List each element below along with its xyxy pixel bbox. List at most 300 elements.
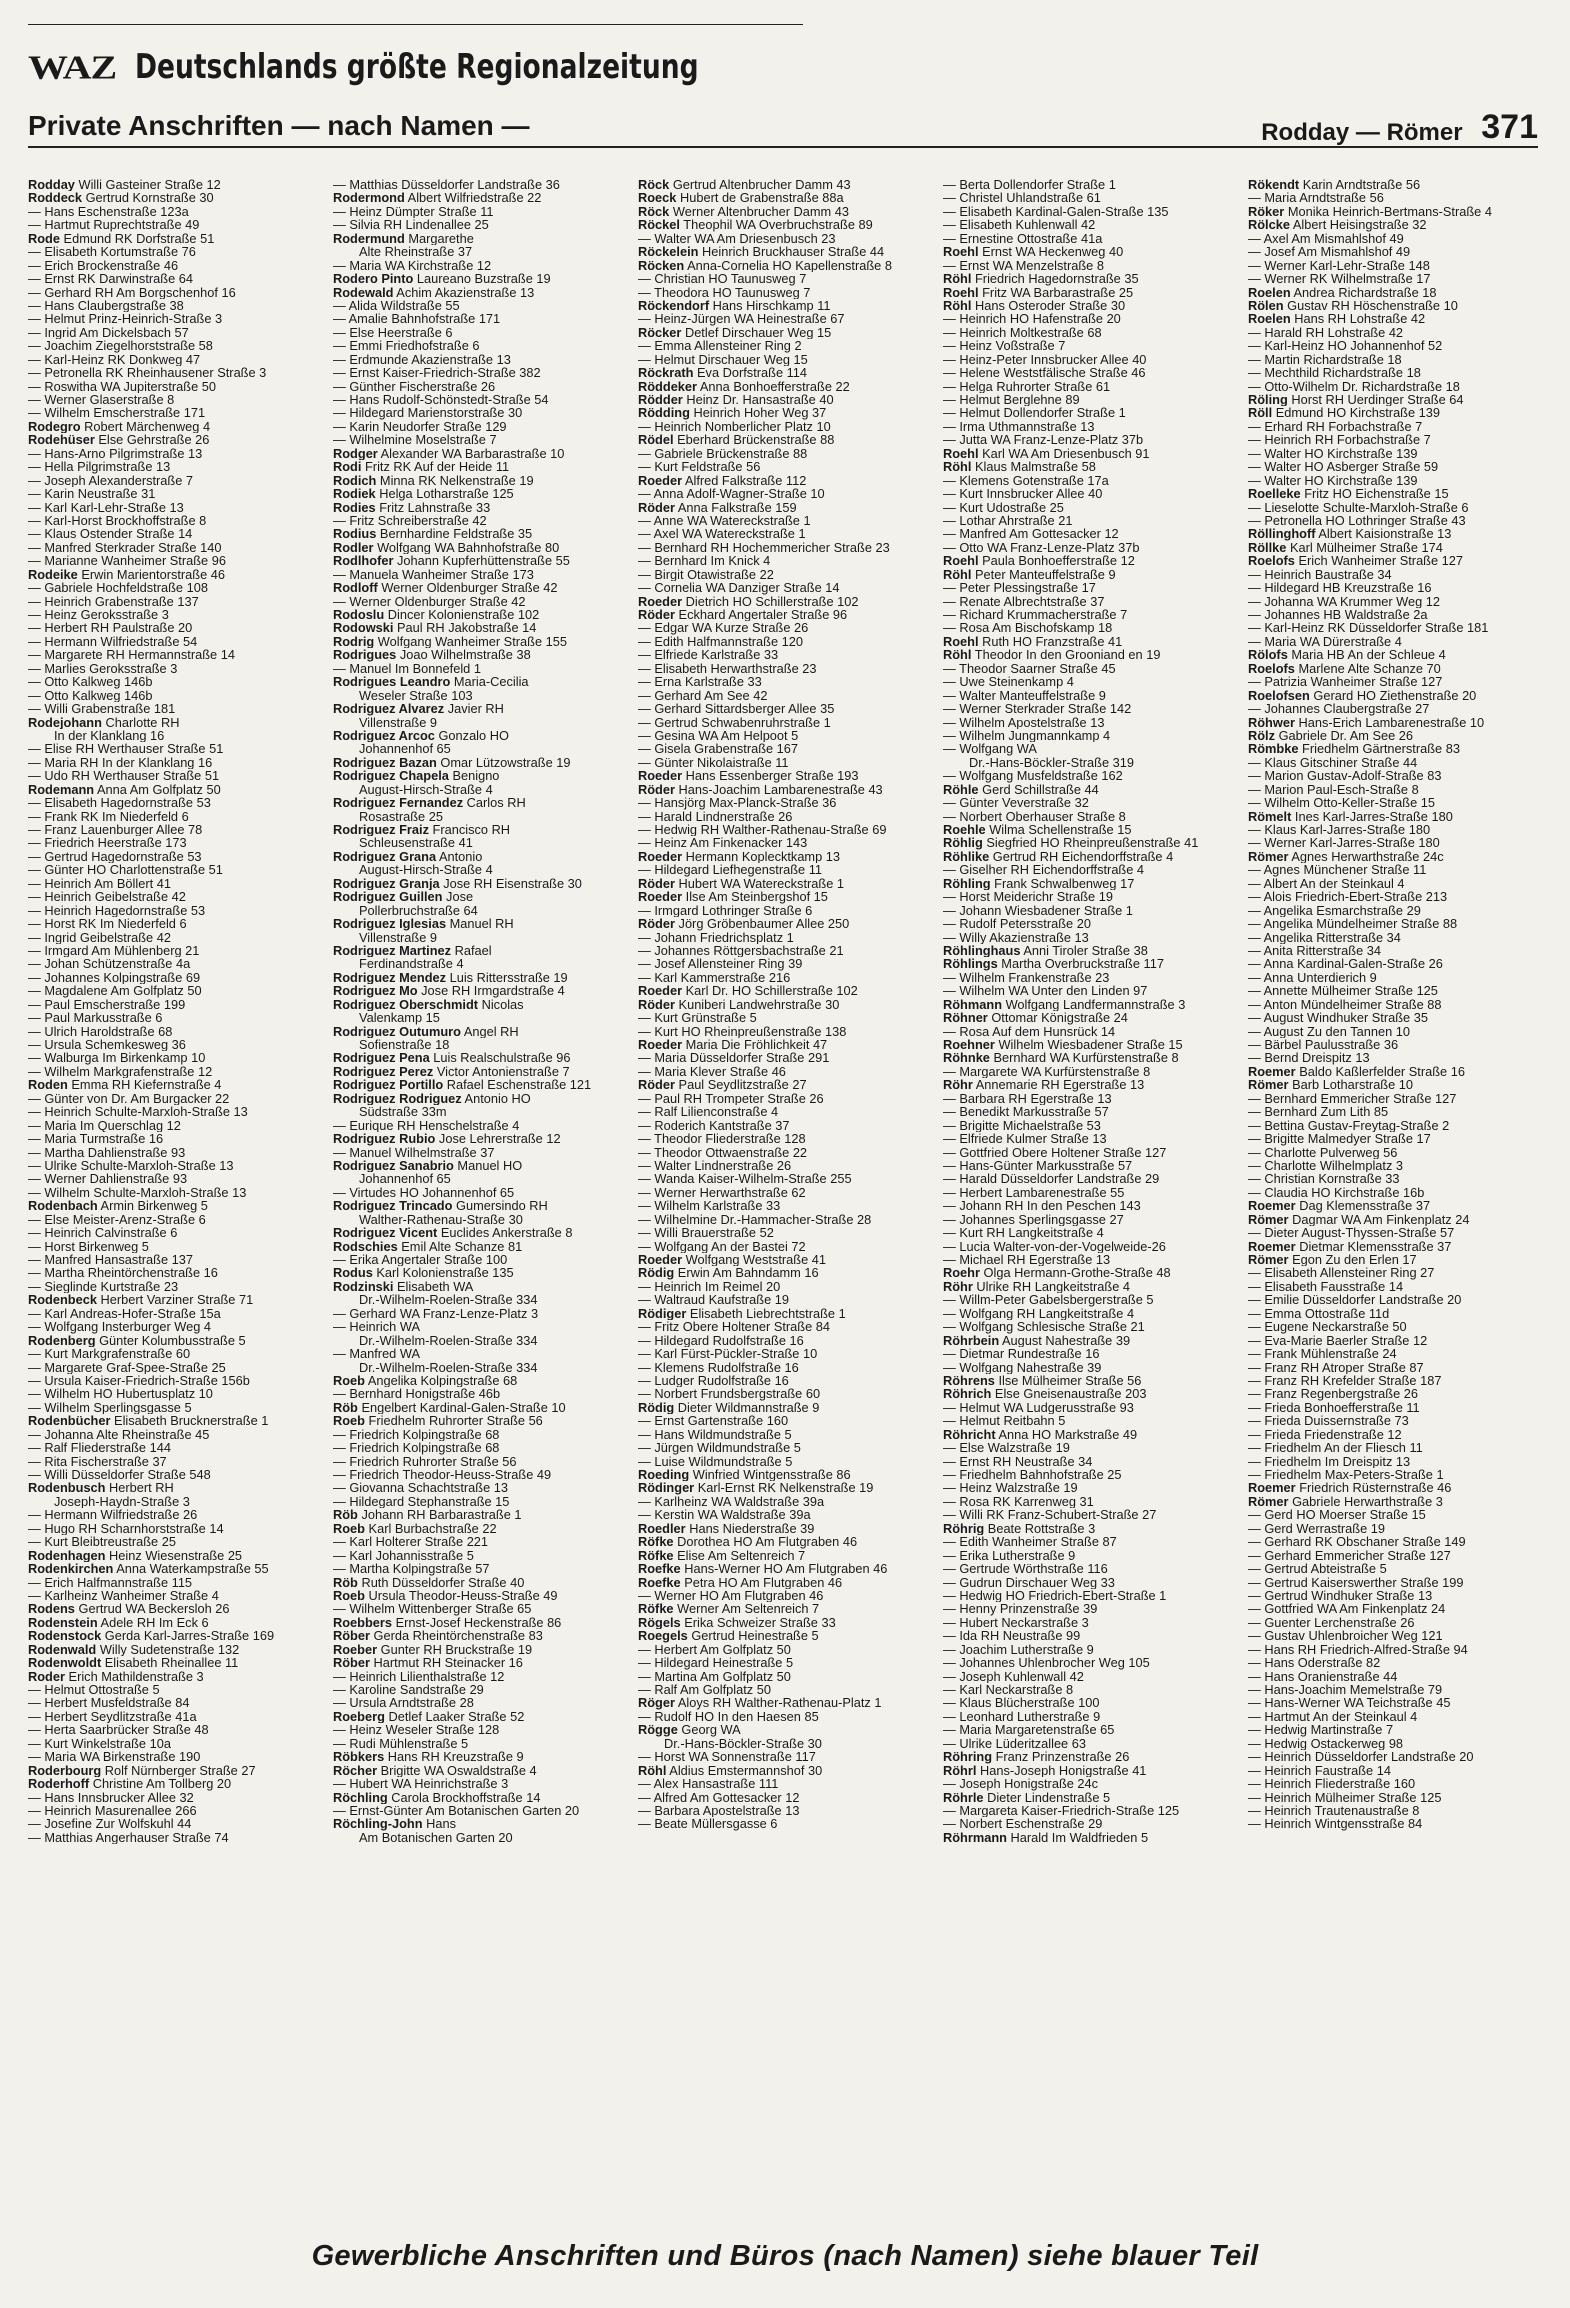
entry-details: — Otto WA Franz-Lenze-Platz 37b	[943, 540, 1140, 555]
entry-details: — Herta Saarbrücker Straße 48	[28, 1723, 209, 1737]
directory-entry	[638, 1777, 934, 1790]
directory-entry	[1248, 984, 1540, 997]
entry-details: — Uwe Steinenkamp 4	[943, 675, 1074, 689]
entry-details: — Anna Unterdierich 9	[1248, 970, 1377, 985]
directory-entry	[638, 1051, 934, 1064]
entry-details: — Willy Akazienstraße 13	[943, 930, 1089, 944]
entry-details: — Frank Mühlenstraße 24	[1248, 1347, 1397, 1361]
directory-entry	[28, 1629, 324, 1642]
entry-details: — Guenter Lerchenstraße 26	[1248, 1615, 1415, 1630]
directory-entry	[943, 1535, 1239, 1548]
directory-entry	[333, 1791, 629, 1804]
directory-entry	[638, 648, 934, 661]
entry-surname: Roeb	[333, 1414, 365, 1428]
entry-details: — Heinrich Wintgensstraße 84	[1248, 1817, 1423, 1831]
entry-details: Detlef Laaker Straße 52	[384, 1709, 525, 1724]
entry-details: — Irmgard Am Mühlenberg 21	[28, 943, 200, 958]
entry-details: — Wilhelm Jungmannkamp 4	[943, 728, 1111, 743]
directory-entry	[333, 568, 629, 581]
directory-entry	[943, 1468, 1239, 1481]
directory-entry	[333, 1683, 629, 1696]
directory-entry	[943, 836, 1239, 849]
directory-entry	[333, 218, 629, 231]
directory-entry	[1248, 1253, 1540, 1266]
directory-entry	[638, 1320, 934, 1333]
entry-details: Gerda Rheintörchenstraße 83	[369, 1629, 543, 1643]
directory-entry	[28, 1172, 324, 1185]
entry-surname: Roder	[28, 1669, 65, 1683]
entry-details: — Wanda Kaiser-Wilhelm-Straße 255	[638, 1172, 852, 1186]
entry-details: Frank Schwalbenweg 17	[990, 876, 1135, 891]
entry-details: — Margarete WA Kurfürstenstraße 8	[943, 1064, 1151, 1079]
entry-details: — Karoline Sandstraße 29	[333, 1683, 484, 1697]
entry-details: — Friedrich Kolpingstraße 68	[333, 1441, 500, 1455]
directory-entry	[333, 178, 629, 191]
entry-surname: Röck	[638, 178, 670, 192]
entry-details: — Irma Uthmannstraße 13	[943, 419, 1095, 434]
directory-entry	[638, 971, 934, 984]
directory-entry	[1248, 1616, 1540, 1629]
entry-details: — Gesina WA Am Helpoot 5	[638, 728, 799, 743]
directory-entry	[333, 1065, 629, 1078]
directory-entry	[1248, 339, 1540, 352]
directory-entry	[333, 984, 629, 997]
directory-entry	[28, 541, 324, 554]
directory-entry	[333, 648, 629, 661]
entry-details: — Johannes Röttgersbachstraße 21	[638, 943, 844, 958]
entry-details: — Anne WA Watereckstraße 1	[638, 513, 811, 528]
entry-details: — Alois Friedrich-Ebert-Straße 213	[1248, 890, 1448, 904]
directory-entry	[638, 420, 934, 433]
entry-surname: Rodenwoldt	[28, 1656, 102, 1670]
directory-entry	[28, 608, 324, 621]
footer-note: Gewerbliche Anschriften und Büros (nach Namen) siehe blauer Teil	[311, 2240, 1259, 2272]
directory-entry	[943, 1414, 1239, 1427]
entry-surname: Rögge	[638, 1723, 678, 1737]
entry-details: Gonzalo HO	[434, 728, 509, 743]
directory-entry	[1248, 1643, 1540, 1656]
entry-details: Ernst-Josef Heckenstraße 86	[392, 1615, 562, 1630]
directory-entry	[943, 205, 1239, 218]
directory-entry	[1248, 742, 1540, 755]
entry-details: — Bernd Dreispitz 13	[1248, 1051, 1370, 1065]
entry-details: Fritz RK Auf der Heide 11	[361, 460, 510, 474]
entry-details: Eckhard Angertaler Straße 96	[674, 608, 848, 622]
directory-entry	[28, 1589, 324, 1602]
directory-entry	[333, 944, 629, 957]
directory-entry	[333, 1750, 629, 1763]
entry-details: — Josefine Zur Wolfskuhl 44	[28, 1817, 192, 1831]
entry-details: — Karl Fürst-Pückler-Straße 10	[638, 1347, 818, 1361]
directory-entry	[1248, 1535, 1540, 1548]
entry-details: — August Windhuker Straße 35	[1248, 1011, 1428, 1025]
directory-entry	[638, 1347, 934, 1360]
directory-entry	[1248, 810, 1540, 823]
entry-details: — Richard Krummacherstraße 7	[943, 608, 1128, 622]
entry-details: — Lothar Ahrstraße 21	[943, 513, 1073, 528]
directory-entry	[943, 1441, 1239, 1454]
entry-surname: Rodriguez Martinez	[333, 943, 452, 958]
entry-details: — Günter Veverstraße 32	[943, 796, 1089, 810]
entry-details: — Helmut Berglehne 89	[943, 393, 1080, 407]
directory-entry	[638, 836, 934, 849]
entry-details: — Heinrich Grabenstraße 137	[28, 594, 199, 608]
entry-surname: Rodeike	[28, 567, 78, 582]
entry-details: Gerd Schillstraße 44	[978, 782, 1099, 797]
directory-entry	[333, 1226, 629, 1239]
entry-details: — Joachim Lutherstraße 9	[943, 1642, 1094, 1657]
directory-entry	[1248, 796, 1540, 809]
entry-details: — Gertrud Schwabenruhrstraße 1	[638, 715, 831, 729]
directory-entry	[28, 621, 324, 634]
entry-details: — Kurt HO Rheinpreußenstraße 138	[638, 1024, 847, 1038]
directory-entry	[1248, 1401, 1540, 1414]
directory-entry	[1248, 259, 1540, 272]
entry-details: Sofienstraße 18	[359, 1038, 450, 1052]
directory-entry	[28, 716, 324, 729]
directory-entry	[638, 1535, 934, 1548]
entry-details: Bernhard WA Kurfürstenstraße 8	[989, 1051, 1179, 1065]
directory-entry	[943, 1172, 1239, 1185]
entry-details: — Wolfgang Musfeldstraße 162	[943, 769, 1123, 783]
entry-details: — Wilhelmine Moselstraße 7	[333, 433, 497, 447]
directory-entry	[28, 1737, 324, 1750]
directory-entry	[943, 299, 1239, 312]
directory-entry	[1248, 1683, 1540, 1696]
directory-entry	[943, 218, 1239, 231]
entry-details: — Heinrich Moltkestraße 68	[943, 325, 1102, 340]
directory-entry	[333, 1468, 629, 1481]
directory-entry	[1248, 1549, 1540, 1562]
directory-entry	[638, 1078, 934, 1091]
entry-details: — Friedhelm Im Dreispitz 13	[1248, 1454, 1411, 1468]
directory-entry	[1248, 272, 1540, 285]
directory-entry	[943, 1146, 1239, 1159]
entry-details: Eberhard Brückenstraße 88	[673, 433, 835, 447]
directory-entry	[943, 1643, 1239, 1656]
directory-entry	[943, 689, 1239, 702]
directory-entry	[943, 621, 1239, 634]
directory-entry	[1248, 232, 1540, 245]
directory-entry	[28, 742, 324, 755]
directory-entry	[943, 326, 1239, 339]
directory-entry	[28, 1710, 324, 1723]
directory-entry	[638, 554, 934, 567]
entry-surname: Roelleke	[1248, 487, 1301, 501]
entry-details: In der Klanklang 16	[54, 728, 165, 743]
entry-surname: Roelofs	[1248, 661, 1295, 676]
entry-details: — Gisela Grabenstraße 167	[638, 742, 799, 756]
directory-entry	[943, 339, 1239, 352]
directory-entry	[638, 1186, 934, 1199]
entry-details: Anni Tiroler Straße 38	[1020, 943, 1148, 958]
entry-details: — Erika Angertaler Straße 100	[333, 1253, 508, 1267]
entry-details: Eva Dorfstraße 114	[693, 366, 808, 380]
directory-entry	[333, 1307, 629, 1320]
directory-entry	[1248, 621, 1540, 634]
directory-entry	[1248, 1092, 1540, 1105]
directory-entry	[1248, 689, 1540, 702]
directory-entry	[333, 1051, 629, 1064]
entry-details: Herbert RH	[105, 1481, 174, 1495]
entry-details: — Gerhard WA Franz-Lenze-Platz 3	[333, 1306, 539, 1321]
directory-entry	[28, 836, 324, 849]
directory-entry	[638, 245, 934, 258]
directory-entry	[943, 1764, 1239, 1777]
directory-entry	[638, 1750, 934, 1763]
entry-details: — Maria Düsseldorfer Straße 291	[638, 1051, 830, 1065]
entry-details: Elisabeth Liebrechtstraße 1	[686, 1306, 846, 1321]
entry-details: — Hans-Arno Pilgrimstraße 13	[28, 446, 203, 461]
entry-details: — Gertrud Abteistraße 5	[1248, 1562, 1387, 1576]
entry-surname: Röhrbein	[943, 1333, 1000, 1348]
directory-entry	[638, 447, 934, 460]
entry-details: Albert Heisingstraße 32	[1289, 218, 1427, 232]
directory-entry	[638, 1266, 934, 1279]
entry-details: — Heinrich Lilienthalstraße 12	[333, 1669, 505, 1683]
directory-entry	[333, 380, 629, 393]
entry-surname: Rodehüser	[28, 433, 95, 447]
entry-surname: Röhrich	[943, 1387, 992, 1401]
directory-entry	[28, 1481, 324, 1494]
entry-details: — Johanna Alte Rheinstraße 45	[28, 1427, 210, 1442]
entry-details: — Otto Kalkweg 146b	[28, 675, 153, 689]
entry-surname: Rodriguez Alvarez	[333, 702, 445, 716]
entry-details: — Irmgard Lothringer Straße 6	[638, 903, 813, 918]
entry-details: Aldius Emstermannshof 30	[666, 1763, 823, 1778]
directory-entry	[1248, 904, 1540, 917]
entry-details: — Elfriede Kulmer Straße 13	[943, 1132, 1107, 1146]
entry-details: Anna Falkstraße 159	[674, 500, 797, 514]
directory-entry	[1248, 420, 1540, 433]
entry-surname: Rodenbücher	[28, 1414, 111, 1428]
entry-details: — Friedhelm An der Fliesch 11	[1248, 1441, 1423, 1455]
entry-surname: Roelofs	[1248, 554, 1295, 568]
entry-details: Carola Brockhoffstraße 14	[387, 1790, 541, 1804]
directory-entry	[333, 541, 629, 554]
directory-entry	[638, 1764, 934, 1777]
entry-details: — Claudia HO Kirchstraße 16b	[1248, 1185, 1425, 1200]
entry-details: — Maria Arndtstraße 56	[1248, 191, 1384, 205]
entry-details: — Wilhelmine Dr.-Hammacher-Straße 28	[638, 1212, 872, 1227]
entry-details: — Anna Kardinal-Galen-Straße 26	[1248, 957, 1443, 971]
entry-details: — Luise Wildmundstraße 5	[638, 1454, 793, 1468]
entry-details: Hans-Joseph Honigstraße 41	[976, 1763, 1147, 1778]
directory-entry	[333, 904, 629, 917]
entry-details: Erwin Am Bahndamm 16	[674, 1266, 819, 1280]
directory-entry	[28, 1119, 324, 1132]
directory-entry	[943, 1696, 1239, 1709]
directory-entry	[943, 1038, 1239, 1051]
entry-details: Barb Lotharstraße 10	[1288, 1078, 1414, 1092]
entry-details: — Helmut WA Ludgerusstraße 93	[943, 1400, 1134, 1415]
directory-entry	[1248, 527, 1540, 540]
entry-details: — Cornelia WA Danziger Straße 14	[638, 581, 840, 595]
entry-details: — Fritz Obere Holtener Straße 84	[638, 1320, 831, 1334]
directory-entry	[333, 326, 629, 339]
directory-entry	[333, 931, 629, 944]
entry-details: — Walter HO Asberger Straße 59	[1248, 460, 1439, 474]
directory-entry	[638, 514, 934, 527]
entry-details: — Hans Oderstraße 82	[1248, 1656, 1381, 1670]
directory-entry	[943, 1387, 1239, 1400]
directory-entry	[638, 850, 934, 863]
entry-details: — Gottfried Obere Holtener Straße 127	[943, 1145, 1167, 1159]
directory-entry	[638, 1468, 934, 1481]
directory-entry	[638, 406, 934, 419]
entry-details: — Horst Birkenweg 5	[28, 1239, 149, 1253]
entry-details: — Lieselotte Schulte-Marxloh-Straße 6	[1248, 500, 1469, 514]
directory-entry	[333, 286, 629, 299]
directory-entry	[943, 1186, 1239, 1199]
entry-details: — Erdmunde Akazienstraße 13	[333, 352, 511, 367]
entry-details: — Johannes Sperlingsgasse 27	[943, 1212, 1124, 1227]
entry-details: Rafael Eschenstraße 121	[443, 1078, 592, 1092]
directory-entry	[1248, 245, 1540, 258]
directory-entry	[943, 608, 1239, 621]
directory-entry	[333, 662, 629, 675]
directory-entry	[28, 917, 324, 930]
entry-details: — Emma Ottostraße 11d	[1248, 1306, 1390, 1321]
directory-entry	[1248, 1777, 1540, 1790]
directory-entry	[333, 1146, 629, 1159]
directory-entry	[1248, 648, 1540, 661]
entry-details: — Klaus Karl-Jarres-Straße 180	[1248, 823, 1431, 837]
entry-details: — Johan Schützenstraße 4a	[28, 957, 191, 971]
directory-entry	[943, 823, 1239, 836]
entry-surname: Rodies	[333, 500, 376, 514]
directory-entry	[638, 286, 934, 299]
directory-entry	[638, 178, 934, 191]
entry-details: — Erika Lutherstraße 9	[943, 1548, 1076, 1563]
entry-details: — Johann Wiesbadener Straße 1	[943, 903, 1133, 918]
entry-details: — Helmut Reitbahn 5	[943, 1414, 1066, 1428]
directory-entry	[638, 1092, 934, 1105]
entry-surname: Rödder	[638, 393, 683, 407]
entry-details: — Elfriede Karlstraße 33	[638, 648, 779, 662]
entry-surname: Röhlike	[943, 849, 990, 864]
entry-details: Omar Lützowstraße 19	[436, 755, 571, 770]
directory-entry	[638, 366, 934, 379]
entry-surname: Röhr	[943, 1078, 973, 1092]
entry-details: Alfred Falkstraße 112	[682, 473, 807, 488]
entry-details: — Karl Johannisstraße 5	[333, 1548, 474, 1563]
directory-entry	[943, 514, 1239, 527]
entry-details: Alte Rheinstraße 37	[359, 245, 473, 259]
entry-details: Rosastraße 25	[359, 809, 443, 823]
directory-entry	[28, 1199, 324, 1212]
directory-entry	[638, 1508, 934, 1521]
entry-details: Aloys RH Walther-Rathenau-Platz 1	[674, 1696, 882, 1710]
entry-details: — Heinz Voßstraße 7	[943, 339, 1066, 353]
directory-entry	[943, 1656, 1239, 1669]
entry-surname: Röhl	[638, 1763, 667, 1778]
entry-surname: Rölen	[1248, 298, 1284, 313]
entry-details: Werner Am Seltenreich 7	[673, 1602, 820, 1616]
entry-details: Gunter RH Bruckstraße 19	[377, 1642, 533, 1657]
entry-surname: Röhling	[943, 876, 991, 891]
directory-entry	[943, 729, 1239, 742]
directory-entry	[1248, 1750, 1540, 1763]
entry-details: — Friedrich Theodor-Heuss-Straße 49	[333, 1468, 552, 1482]
entry-details: — Werner RK Wilhelmstraße 17	[1248, 272, 1431, 286]
entry-details: Fritz Lahnstraße 33	[375, 500, 491, 514]
entry-details: — Ulrich Haroldstraße 68	[28, 1024, 173, 1038]
entry-details: — Waltraud Kaufstraße 19	[638, 1293, 790, 1307]
directory-entry	[1248, 863, 1540, 876]
entry-details: — Kurt RH Langkeitstraße 4	[943, 1226, 1104, 1240]
entry-details: Benigno	[448, 769, 500, 783]
directory-entry	[943, 635, 1239, 648]
entry-details: — Hans-Günter Markusstraße 57	[943, 1158, 1133, 1173]
directory-entry	[638, 863, 934, 876]
directory-entry	[943, 1804, 1239, 1817]
entry-surname: Rodrigues	[333, 648, 397, 662]
directory-entry	[638, 232, 934, 245]
directory-entry	[943, 1347, 1239, 1360]
entry-surname: Rodus	[333, 1266, 373, 1280]
entry-surname: Roeder	[638, 849, 683, 864]
directory-entry	[333, 823, 629, 836]
directory-entry	[28, 1656, 324, 1669]
entry-details: — Helmut Prinz-Heinrich-Straße 3	[28, 312, 223, 326]
directory-entry	[638, 957, 934, 970]
directory-entry	[638, 501, 934, 514]
entry-details: — Ingrid Am Dickelsbach 57	[28, 325, 189, 340]
entry-details: — Ulrike Schulte-Marxloh-Straße 13	[28, 1158, 234, 1173]
directory-entry	[943, 1065, 1239, 1078]
entry-details: Jörg Gröbenbaumer Allee 250	[674, 917, 850, 931]
directory-entry	[943, 1078, 1239, 1091]
entry-details: Heinz Dr. Hansastraße 40	[682, 393, 834, 407]
directory-entry	[943, 1777, 1239, 1790]
directory-entry	[943, 1320, 1239, 1333]
entry-details: — Otto Kalkweg 146b	[28, 688, 153, 703]
entry-details: Dr.-Hans-Böckler-Straße 30	[664, 1736, 822, 1751]
entry-details: Heinz Wiesenstraße 25	[105, 1548, 243, 1563]
entry-surname: Röhrle	[943, 1790, 984, 1804]
directory-entry	[943, 675, 1239, 688]
entry-surname: Roeb	[333, 1588, 365, 1603]
entry-surname: Röhrig	[943, 1521, 985, 1536]
entry-details: — Helmut Dirschauer Weg 15	[638, 352, 808, 367]
entry-details: Agnes Herwarthstraße 24c	[1288, 849, 1444, 864]
entry-details: Martha Overbruckstraße 117	[997, 957, 1164, 971]
entry-details: Detlef Dirschauer Weg 15	[681, 325, 832, 340]
directory-entry	[28, 501, 324, 514]
entry-details: — Karl-Heinz RK Donkweg 47	[28, 352, 201, 367]
entry-details: — Paul Markusstraße 6	[28, 1011, 163, 1025]
directory-entry	[638, 621, 934, 634]
entry-surname: Roefke	[638, 1562, 681, 1576]
directory-entry	[638, 1455, 934, 1468]
entry-surname: Röck	[638, 204, 670, 219]
entry-details: Monika Heinrich-Bertmans-Straße 4	[1284, 204, 1492, 219]
entry-surname: Rodich	[333, 473, 377, 488]
directory-entry	[1248, 1737, 1540, 1750]
entry-surname: Röckelein	[638, 245, 699, 259]
directory-entry	[333, 1401, 629, 1414]
entry-details: Angel RH	[460, 1024, 519, 1038]
entry-surname: Rodriguez Iglesias	[333, 917, 447, 931]
entry-details: — Charlotte Pulverweg 56	[1248, 1145, 1398, 1159]
directory-entry	[1248, 1078, 1540, 1091]
directory-entry	[28, 1683, 324, 1696]
entry-details: — Heinrich RH Forbachstraße 7	[1248, 433, 1431, 447]
directory-entry	[333, 756, 629, 769]
entry-details: Else Gehrstraße 26	[94, 433, 210, 447]
entry-details: — Hugo RH Scharnhorststraße 14	[28, 1521, 224, 1536]
